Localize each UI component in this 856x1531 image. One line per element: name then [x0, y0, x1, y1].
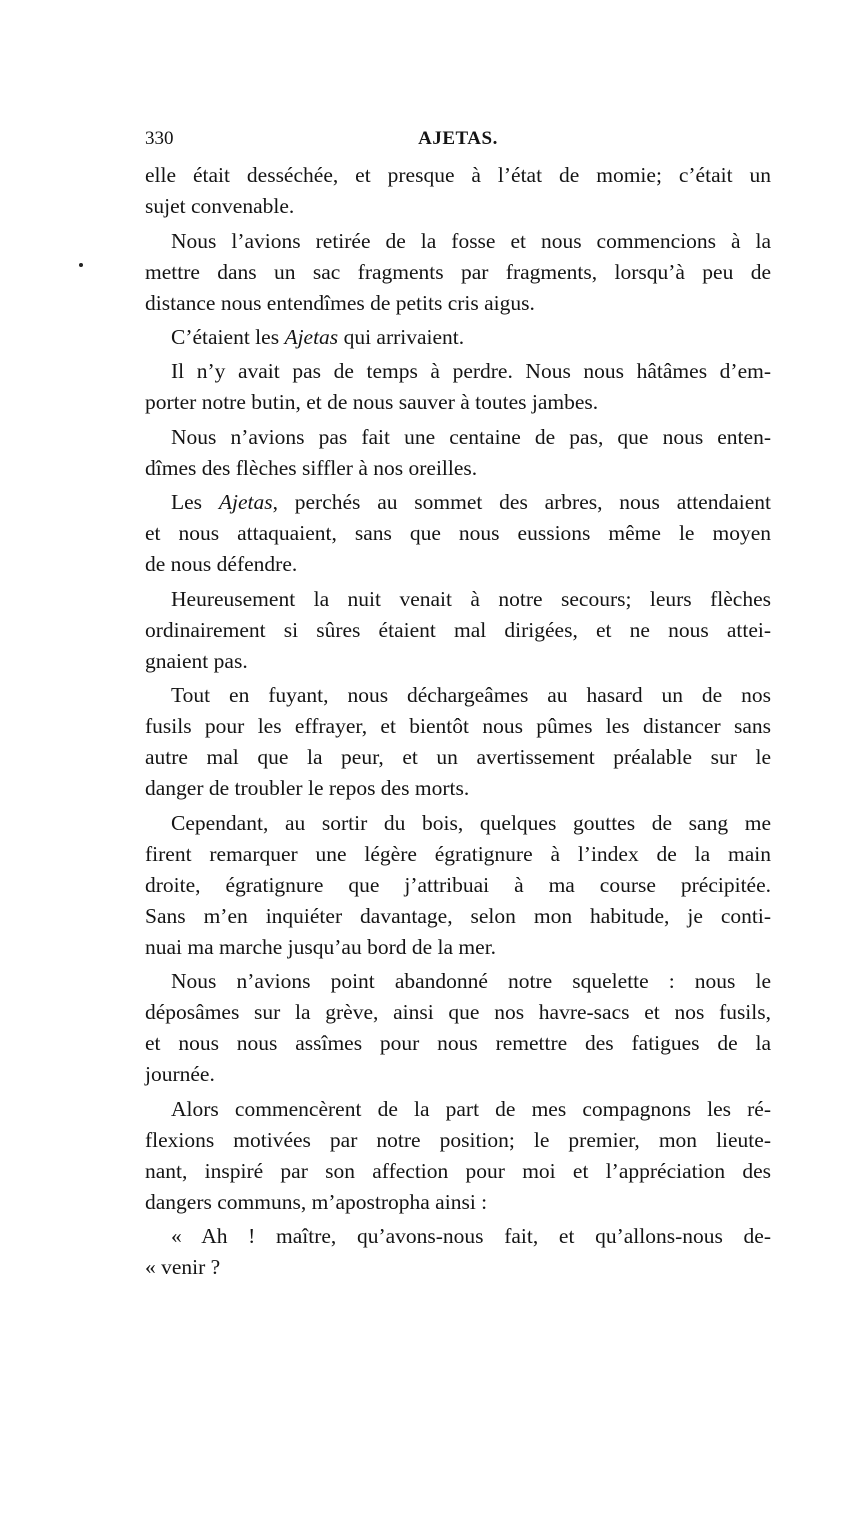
- text-line: C’étaient les Ajetas qui arrivaient.: [171, 325, 465, 349]
- text-line: Nous n’avions pas fait une centaine de pas, que nous enten-: [171, 425, 771, 449]
- text-line: dîmes des flèches siffler à nos oreilles.: [145, 456, 478, 480]
- page-number: 330: [145, 128, 174, 149]
- text-line: nuai ma marche jusqu’au bord de la mer.: [145, 935, 497, 959]
- text-line: gnaient pas.: [145, 649, 248, 673]
- text-line: Cependant, au sortir du bois, quelques gouttes de sang me: [171, 811, 771, 835]
- text-line: Tout en fuyant, nous déchargeâmes au hasard un de nos: [171, 683, 771, 707]
- margin-speck: [79, 263, 83, 267]
- text-line: et nous attaquaient, sans que nous eussions même le moyen: [145, 521, 771, 545]
- text-line: déposâmes sur la grève, ainsi que nos havre-sacs et nos fusils,: [145, 1000, 771, 1024]
- text-line: autre mal que la peur, et un avertissement préalable sur le: [145, 745, 771, 769]
- text-line: elle était desséchée, et presque à l’état de momie; c’était un: [145, 163, 771, 187]
- text-line: Alors commencèrent de la part de mes compagnons les ré-: [171, 1097, 771, 1121]
- text-line: « Ah ! maître, qu’avons-nous fait, et qu’allons-nous de-: [171, 1224, 771, 1248]
- text-line: Il n’y avait pas de temps à perdre. Nous nous hâtâmes d’em-: [171, 359, 771, 383]
- text-line: sujet convenable.: [145, 194, 295, 218]
- text-line: fusils pour les effrayer, et bientôt nous pûmes les distancer sans: [145, 714, 771, 738]
- text-line: et nous nous assîmes pour nous remettre des fatigues de la: [145, 1031, 771, 1055]
- text-line: « venir ?: [145, 1255, 221, 1279]
- page-header: [145, 128, 771, 154]
- text-line: Nous l’avions retirée de la fosse et nous commencions à la: [171, 229, 771, 253]
- text-line: Sans m’en inquiéter davantage, selon mon habitude, je conti-: [145, 904, 771, 928]
- text-line: droite, égratignure que j’attribuai à ma course précipitée.: [145, 873, 771, 897]
- text-line: Heureusement la nuit venait à notre secours; leurs flèches: [171, 587, 771, 611]
- text-line: porter notre butin, et de nous sauver à toutes jambes.: [145, 390, 599, 414]
- text-line: Nous n’avions point abandonné notre squelette : nous le: [171, 969, 771, 993]
- text-line: flexions motivées par notre position; le premier, mon lieute-: [145, 1128, 771, 1152]
- text-line: Les Ajetas, perchés au sommet des arbres, nous attendaient: [171, 490, 772, 514]
- text-line: journée.: [145, 1062, 215, 1086]
- text-line: dangers communs, m’apostropha ainsi :: [145, 1190, 488, 1214]
- text-line: firent remarquer une légère égratignure à l’index de la main: [145, 842, 771, 866]
- text-line: de nous défendre.: [145, 552, 298, 576]
- text-line: danger de troubler le repos des morts.: [145, 776, 470, 800]
- text-line: nant, inspiré par son affection pour moi et l’appréciation des: [145, 1159, 771, 1183]
- text-line: ordinairement si sûres étaient mal dirigées, et ne nous attei-: [145, 618, 771, 642]
- text-line: mettre dans un sac fragments par fragments, lorsqu’à peu de: [145, 260, 771, 284]
- text-line: distance nous entendîmes de petits cris aigus.: [145, 291, 535, 315]
- running-title: AJETAS.: [418, 128, 498, 149]
